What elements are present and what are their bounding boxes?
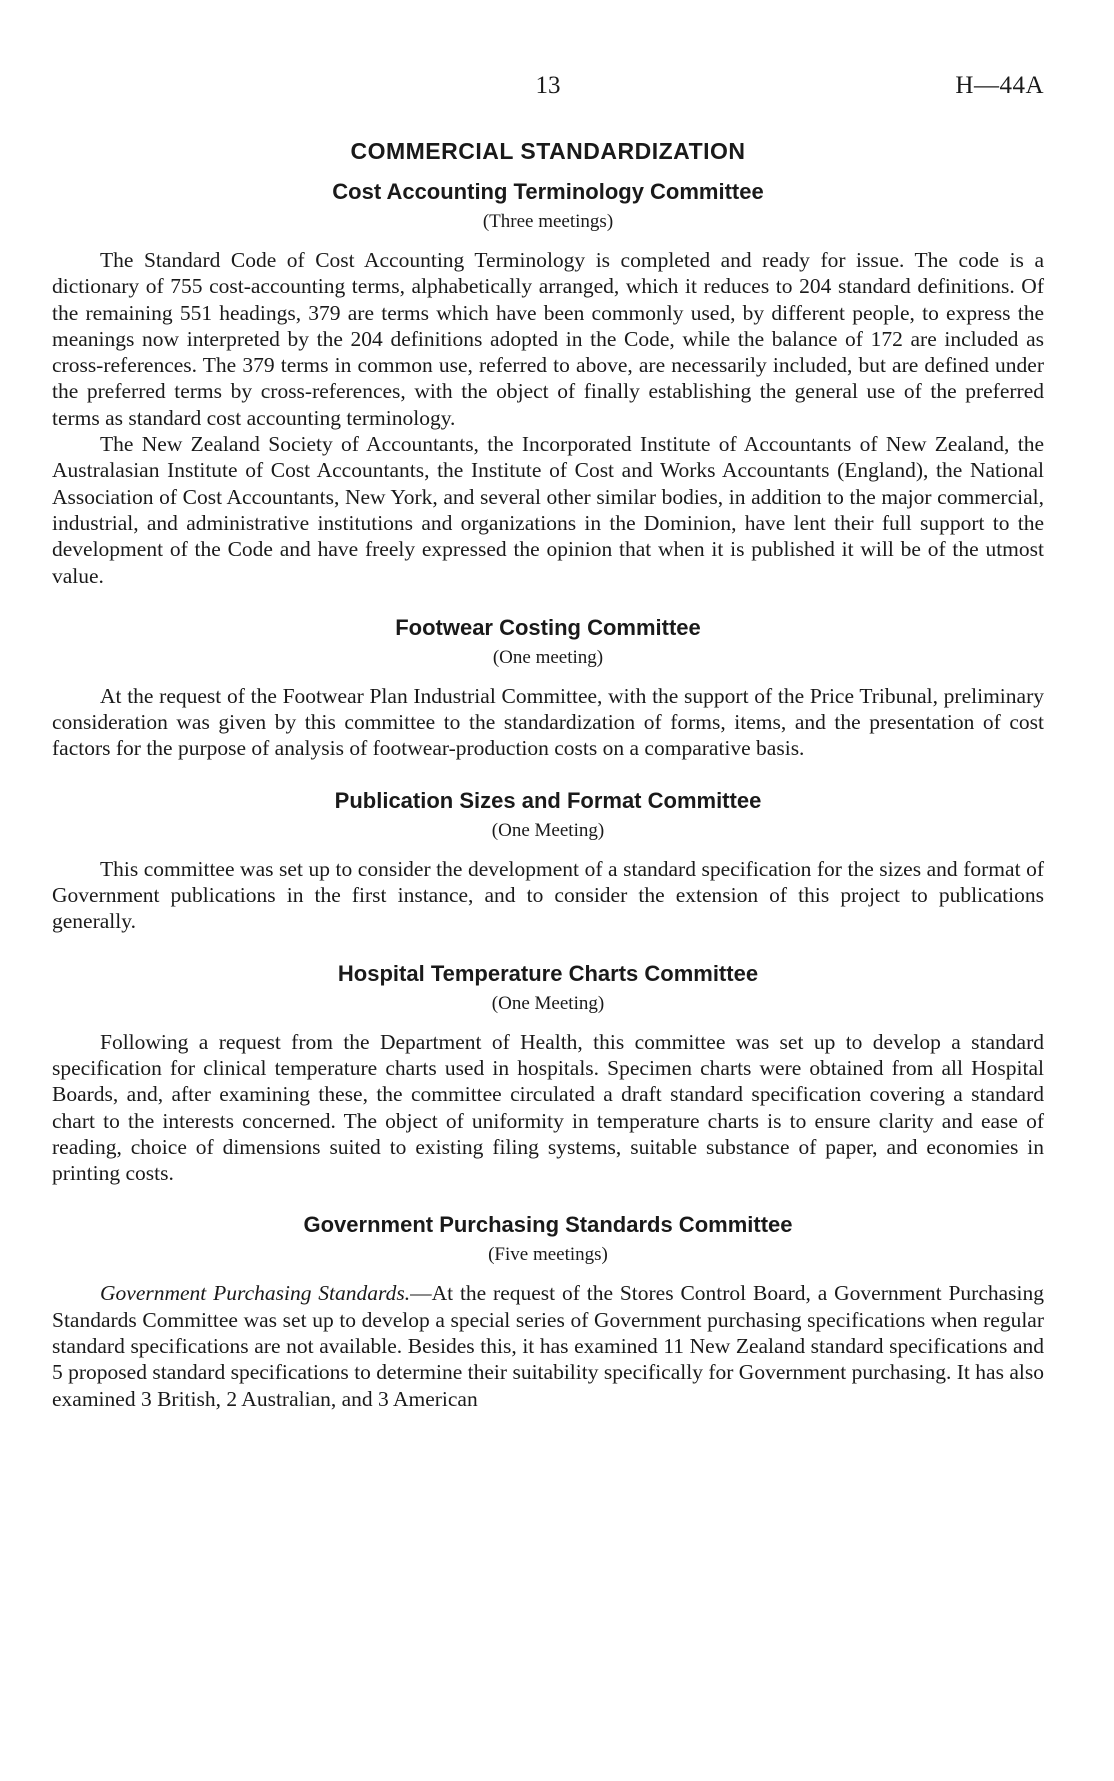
meetings-note: (One Meeting)	[491, 819, 605, 841]
section-title: Government Purchasing Standards Committee	[303, 1212, 793, 1238]
meetings-note: (Three meetings)	[482, 211, 614, 232]
section-cost-accounting	[52, 179, 1044, 589]
paragraph: The New Zealand Society of Accountants, the Incorporated Institute of Accountants of New Zealand, the Australasian Institute of Cost Accountants, the Institute of Cost and Works Accountants (England), the National Association of Cost Accountants, New York, and several other similar bodies, in addition to the major commercial, industrial, and administrative institutions and organizations in the Dominion, have lent their full support to the development of the Code and have freely expressed the opinion that when it is published it will be of the utmost value.	[52, 432, 1044, 588]
paragraph-body: —At the request of the Stores Control Board, a Government Purchasing Standards Committee was set up to develop a special series of Government purchasing specifications when regular standard specifications are not available. Besides this, it has examined 11 New Zealand standard specifications and 5 proposed standard specifications to determine their suitability specifically for Government purchasing. It has also examined 3 British, 2 Australian, and 3 American	[52, 1281, 1044, 1411]
paragraph	[52, 1280, 1044, 1411]
document-page	[52, 72, 1044, 1412]
section-government-purchasing	[52, 1212, 1044, 1411]
section-title: Hospital Temperature Charts Committee	[337, 960, 759, 986]
section-hospital-temperature-charts	[52, 961, 1044, 1187]
page-number: 13	[535, 72, 561, 99]
paragraph: This committee was set up to consider the development of a standard specification for the sizes and format of Government publications in the first instance, and to consider the extension of this project to publications generally.	[52, 856, 1044, 934]
section-title: Footwear Costing Committee	[395, 614, 701, 640]
meetings-note: (One Meeting)	[491, 992, 605, 1014]
meetings-note: (One meeting)	[492, 646, 604, 668]
main-title: COMMERCIAL STANDARDIZATION	[350, 138, 746, 164]
section-title: Publication Sizes and Format Committee	[334, 787, 762, 813]
meetings-note: (Five meetings)	[488, 1244, 608, 1266]
running-head	[52, 72, 1044, 112]
series-code: H—44A	[955, 72, 1044, 99]
paragraph-lead-italic: Government Purchasing Standards.	[100, 1281, 411, 1306]
paragraph: At the request of the Footwear Plan Industrial Committee, with the support of the Price Tribunal, preliminary consideration was given by this committee to the standardization of forms, items, and the presentation of cost factors for the purpose of analysis of footwear-production costs on a comparative basis.	[52, 683, 1044, 761]
section-title: Cost Accounting Terminology Committee	[332, 179, 764, 204]
section-footwear-costing	[52, 615, 1044, 762]
paragraph: The Standard Code of Cost Accounting Terminology is completed and ready for issue. The code is a dictionary of 755 cost-accounting terms, alphabetically arranged, which it reduces to 204 standard definitions. Of the remaining 551 headings, 379 are terms which have been commonly used, by different people, to express the meanings now interpreted by the 204 definitions adopted in the Code, while the balance of 172 are included as cross-references. The 379 terms in common use, referred to above, are necessarily included, but are defined under the preferred terms by cross-references, with the object of finally establishing the general use of the preferred terms as standard cost accounting terminology.	[52, 248, 1044, 430]
section-publication-sizes	[52, 788, 1044, 935]
paragraph: Following a request from the Department of Health, this committee was set up to develop a standard specification for clinical temperature charts used in hospitals. Specimen charts were obtained from all Hospital Boards, and, after examining these, the committee circulated a draft standard specification covering a standard chart to the interests concerned. The object of uniformity in temperature charts is to ensure clarity and ease of reading, choice of dimensions suited to existing filing systems, suitable substance of paper, and economies in printing costs.	[52, 1029, 1044, 1186]
